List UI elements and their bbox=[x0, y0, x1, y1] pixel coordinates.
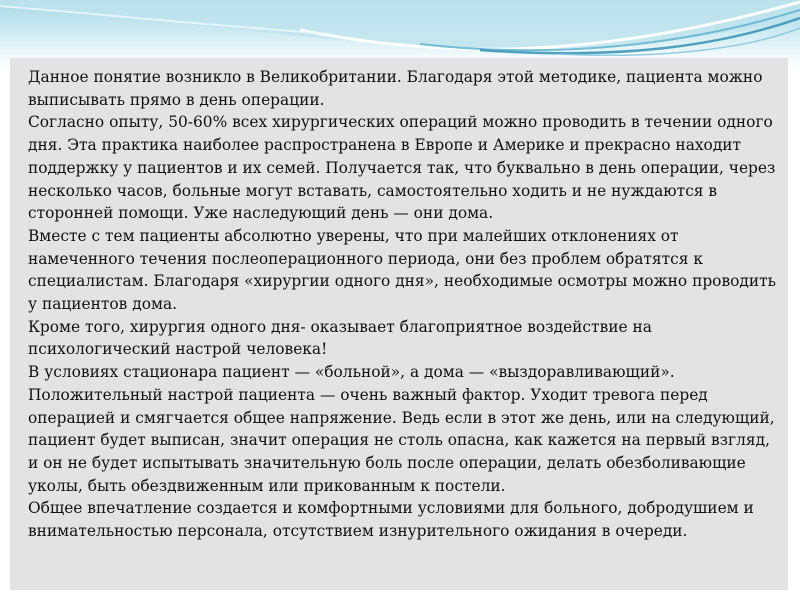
paragraph-hospital-vs-home: В условиях стационара пациент — «больной», а дома — «выздоравливающий». Положительный настрой пациента — очень важный фактор. Уходит тревога перед операцией и смягчается общее напряжение. Ведь если в этот же день, или на следующий, пациент будет выписан, значит операция не столь опасна, как кажется на первый взгляд, и он не будет испытывать значительную боль после операции, делать обезболивающие уколы, быть обездвиженным или прикованным к постели. bbox=[28, 363, 775, 495]
paragraph-experience: Согласно опыту, 50-60% всех хирургических операций можно проводить в течении одного дня. Эта практика наиболее распространена в Европе и Америке и прекрасно находит поддержку у пациентов и их семей. Получается так, что буквально в день операции, через несколько часов, больные могут вставать, самостоятельно ходить и не нуждаются в сторонней помощи. Уже наследующий день — они дома. bbox=[28, 113, 776, 223]
wave-fill-light bbox=[0, 0, 800, 49]
paragraph-impression: Общее впечатление создается и комфортными условиями для больного, добродушием и внимательностью персонала, отсутствием изнурительного ожидания в очереди. bbox=[28, 499, 754, 541]
paragraph-origin: Данное понятие возникло в Великобритании. Благодаря этой методике, пациента можно выписывать прямо в день операции. bbox=[28, 68, 763, 109]
paragraph-confidence: Вместе с тем пациенты абсолютно уверены, что при малейших отклонениях от намеченного течения послеоперационного периода, они без проблем обратятся к специалистам. Благодаря «хирургии одного дня», необходимые осмотры можно проводить у пациентов дома. bbox=[28, 226, 777, 314]
paragraph-psychology: Кроме того, хирургия одного дня- оказывает благоприятное воздействие на психологический настрой человека! bbox=[28, 317, 652, 359]
text-content-box bbox=[10, 58, 788, 590]
body-text bbox=[28, 66, 780, 543]
